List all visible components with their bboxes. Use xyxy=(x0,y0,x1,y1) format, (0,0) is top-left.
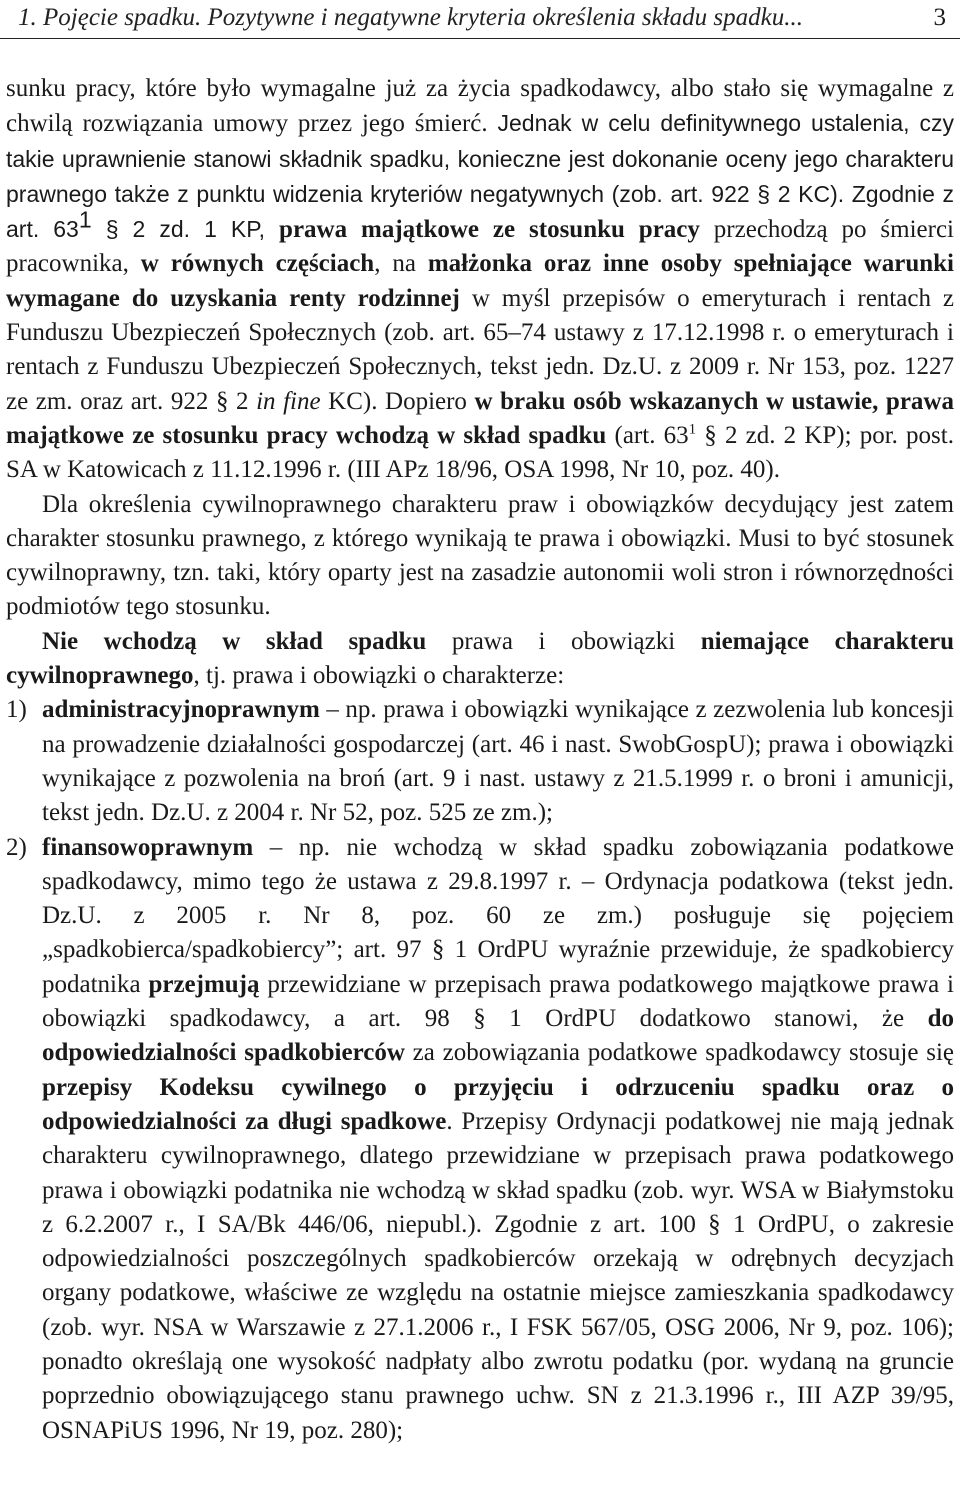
list-number: 2) xyxy=(6,833,27,861)
text-run: § 2 zd. 1 KP, xyxy=(91,216,280,243)
superscript: 1 xyxy=(78,206,92,233)
text-run: , tj. prawa i obowiązki o charakterze: xyxy=(193,662,565,690)
list-text: . Przepisy Ordynacji podatkowej nie mają jednak charakteru cywilnoprawnego, dlatego przewidziane w przepisach prawa podatkowego prawa i obowiązki podatnika nie wchodzą w skład spadku (zob. wyr. WSA w Białymstoku z 6.2.2007 r., I SA/Bk 446/06, niepubl.). Zgodnie z art. 100 § 1 OrdPU, o zakresie odpowiedzialności poszczególnych spadkobierców orzekają w odrębnych decyzjach organy podatkowe, właściwe ze względu na ostatnie miejsce zamieszkania spadkodawcy (zob. wyr. NSA w Warszawie z 27.1.2006 r., I FSK 567/05, OSG 2006, Nr 9, poz. 106); ponadto określają one wysokość nadpłaty albo zwrotu podatku (por. wydaną na gruncie poprzednio obowiązującego stanu prawnego uchw. SN z 21.3.1996 r., III AZP 39/95, OSNAPiUS 1996, Nr 19, poz. 280); xyxy=(42,1107,955,1444)
text-run: , na xyxy=(374,250,428,278)
paragraph-3 xyxy=(6,625,954,694)
italic-run: in fine xyxy=(256,387,321,415)
bold-run: do odpowiedzialności spadkobierców xyxy=(42,1005,954,1067)
list-text: – np. prawa i obowiązki wynikające z zezwolenia lub koncesji na prowadzenie działalności gospodarczej (art. 46 i nast. SwobGospU); prawa i obowiązki wynikające z pozwolenia na broń (art. 9 i nast. ustawy z 21.5.1999 r. o broni i amunicji, tekst jedn. Dz.U. z 2004 r. Nr 52, poz. 525 ze zm.); xyxy=(42,696,954,827)
list-item xyxy=(6,831,954,1448)
list-text: przewidziane w przepisach prawa podatkowego majątkowe prawa i obowiązki spadkodawcy, a art. 98 § 1 OrdPU dodatkowo stanowi, że xyxy=(42,970,954,1033)
text-run: sunku pracy, które było wymagalne już za życia spadkodawcy, albo stało się wymagalne z chwilą rozwiązania umowy przez jego śmierć. xyxy=(6,75,954,138)
list-text: za zobowiązania podatkowe spadkodawcy stosuje się xyxy=(404,1039,954,1067)
bold-run: przepisy Kodeksu cywilnego o przyjęciu i odrzuceniu spadku oraz o odpowiedzialności za długi spadkowe xyxy=(42,1073,954,1135)
bold-run: małżonka oraz inne osoby spełniające warunki wymagane do uzyskania renty rodzinnej xyxy=(6,250,954,312)
running-header xyxy=(0,0,960,39)
bold-run: przejmują xyxy=(148,970,260,998)
bold-run: niemające charakteru cywilnoprawnego xyxy=(6,627,954,690)
criteria-list xyxy=(6,693,954,1448)
bold-run: w braku osób wskazanych w ustawie, prawa majątkowe ze stosunku pracy wchodzą w skład spadku xyxy=(6,387,954,449)
text-run: § 2 zd. 2 KP); por. post. SA w Katowicach z 11.12.1996 r. (III APz 18/96, OSA 1998, Nr 10, poz. 40). xyxy=(6,421,954,484)
text-run: w myśl przepisów o emeryturach i rentach z Funduszu Ubezpieczeń Społecznych (zob. art. 65–74 ustawy z 17.12.1998 r. o emeryturach i rentach z Funduszu Ubezpieczeń Społecznych, tekst jedn. Dz.U. z 2009 r. Nr 153, poz. 1227 ze zm. oraz art. 922 § 2 xyxy=(6,284,954,415)
bold-run: prawa majątkowe ze stosunku pracy xyxy=(279,216,700,244)
text-run: prawa i obowiązki xyxy=(426,627,701,655)
paragraph-2: Dla określenia cywilnoprawnego charakteru praw i obowiązków decydujący jest zatem charakter stosunku prawnego, z którego wynikają te prawa i obowiązki. Musi to być stosunek cywilnoprawny, tzn. taki, który oparty jest na zasadzie autonomii woli stron i równorzędności podmiotów tego stosunku. xyxy=(6,490,954,621)
list-number: 1) xyxy=(6,696,27,724)
text-run: Jednak w celu definitywnego ustalenia, czy takie uprawnienie stanowi składnik spadku, konieczne jest dokonanie oceny jego charakteru prawnego także z punktu widzenia kryteriów negatywnych (zob. art. 922 § 2 KC). Zgodnie z art. 63 xyxy=(6,110,954,243)
list-item xyxy=(6,693,954,830)
text-run: (art. 63 xyxy=(606,421,689,449)
list-text: – np. nie wchodzą w skład spadku zobowiązania podatkowe spadkodawcy, mimo tego że ustawa z 29.8.1997 r. – Ordynacja podatkowa (tekst jedn. Dz.U. z 2005 r. Nr 8, poz. 60 ze zm.) posługuje się pojęciem „spadkobierca/spadkobiercy”; art. 97 § 1 OrdPU wyraźnie przewiduje, że spadkobiercy podatnika xyxy=(42,833,954,998)
header-title: 1. Pojęcie spadku. Pozytywne i negatywne kryteria określenia składu spadku... xyxy=(18,4,803,31)
bold-run: w równych częściach xyxy=(140,250,375,278)
body-text xyxy=(6,72,954,1448)
superscript: 1 xyxy=(688,421,697,438)
page-number: 3 xyxy=(933,4,946,31)
paragraph-1 xyxy=(6,72,954,488)
text-run: KC). Dopiero xyxy=(320,387,475,415)
list-term: finansowoprawnym xyxy=(42,833,254,861)
text-run: przechodzą po śmierci pracownika, xyxy=(6,216,954,278)
list-term: administracyjnoprawnym xyxy=(42,696,320,724)
bold-run: Nie wchodzą w skład spadku xyxy=(42,627,427,655)
